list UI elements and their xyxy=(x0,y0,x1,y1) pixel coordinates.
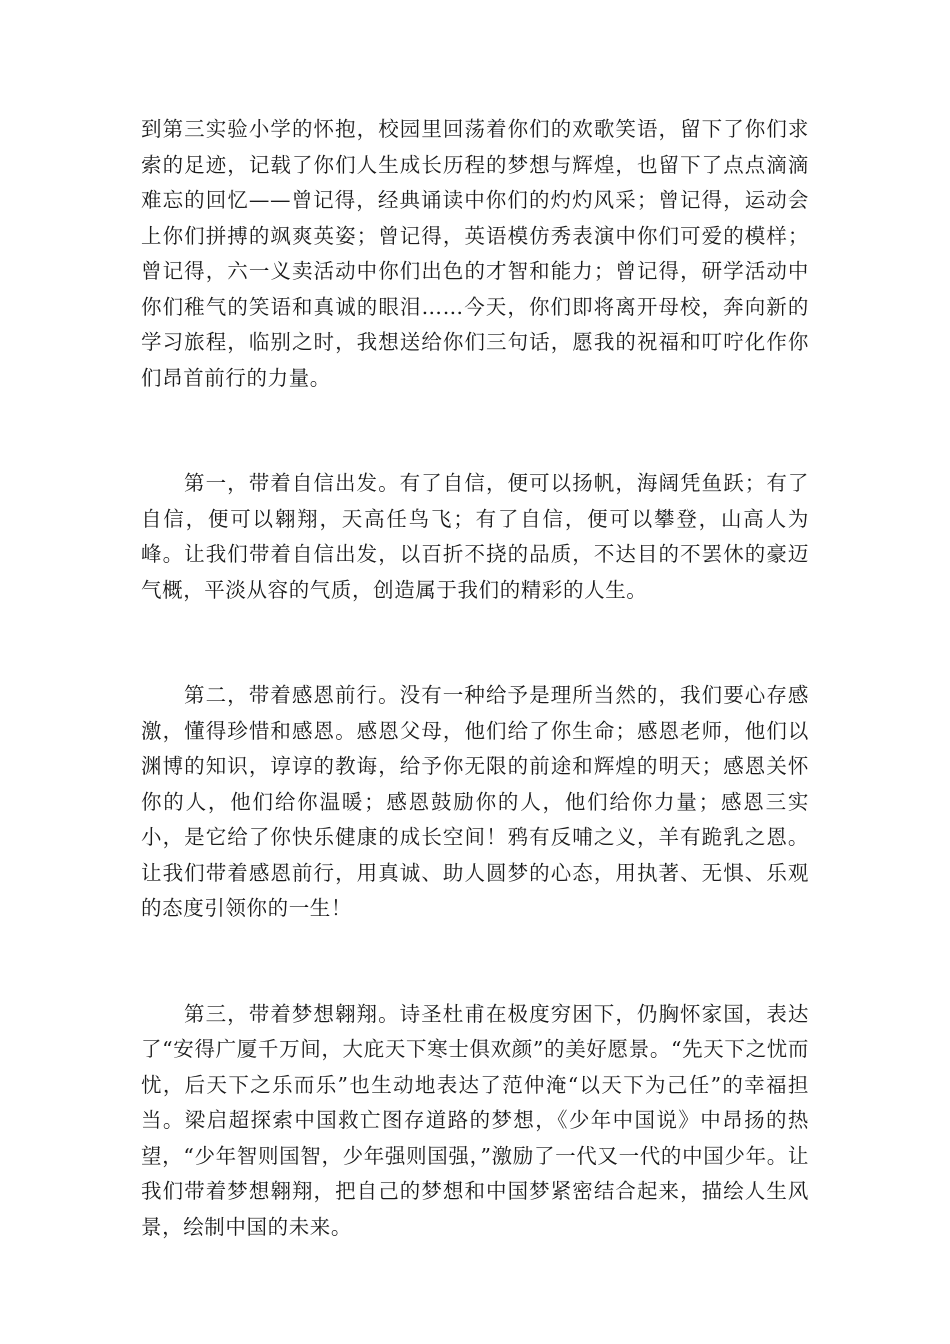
document-page xyxy=(141,112,809,1245)
paragraph-gap xyxy=(141,608,809,678)
paragraph-intro: 到第三实验小学的怀抱，校园里回荡着你们的欢歌笑语，留下了你们求索的足迹，记载了你们人生成长历程的梦想与辉煌，也留下了点点滴滴难忘的回忆——曾记得，经典诵读中你们的灼灼风采；曾记得，运动会上你们拼搏的飒爽英姿；曾记得，英语模仿秀表演中你们可爱的模样；曾记得，六一义卖活动中你们出色的才智和能力；曾记得，研学活动中你们稚气的笑语和真诚的眼泪……今天，你们即将离开母校，奔向新的学习旅程，临别之时，我想送给你们三句话，愿我的祝福和叮咛化作你们昂首前行的力量。 xyxy=(141,117,809,390)
paragraph-gratitude: 第二，带着感恩前行。没有一种给予是理所当然的，我们要心存感激，懂得珍惜和感恩。感恩父母，他们给了你生命；感恩老师，他们以渊博的知识，谆谆的教诲，给予你无限的前途和辉煌的明天；感恩关怀你的人，他们给你温暖；感恩鼓励你的人，他们给你力量；感恩三实小，是它给了你快乐健康的成长空间！鸦有反哺之义，羊有跪乳之恩。让我们带着感恩前行，用真诚、助人圆梦的心态，用执著、无惧、乐观的态度引领你的一生！ xyxy=(141,683,809,920)
paragraph-confidence: 第一，带着自信出发。有了自信，便可以扬帆，海阔凭鱼跃；有了自信，便可以翱翔，天高任鸟飞；有了自信，便可以攀登，山高人为峰。让我们带着自信出发，以百折不挠的品质，不达目的不罢休的豪迈气概，平淡从容的气质，创造属于我们的精彩的人生。 xyxy=(141,471,809,602)
paragraph-gap xyxy=(141,927,809,997)
paragraph-dream: 第三，带着梦想翱翔。诗圣杜甫在极度穷困下，仍胸怀家国，表达了“安得广厦千万间，大庇天下寒士俱欢颜”的美好愿景。“先天下之忧而忧，后天下之乐而乐”也生动地表达了范仲淹“以天下为己任”的幸福担当。梁启超探索中国救亡图存道路的梦想，《少年中国说》中昂扬的热望，“少年智则国智，少年强则国强，”激励了一代又一代的中国少年。让我们带着梦想翱翔，把自己的梦想和中国梦紧密结合起来，描绘人生风景，绘制中国的未来。 xyxy=(141,1001,809,1239)
paragraph-gap xyxy=(141,396,809,466)
